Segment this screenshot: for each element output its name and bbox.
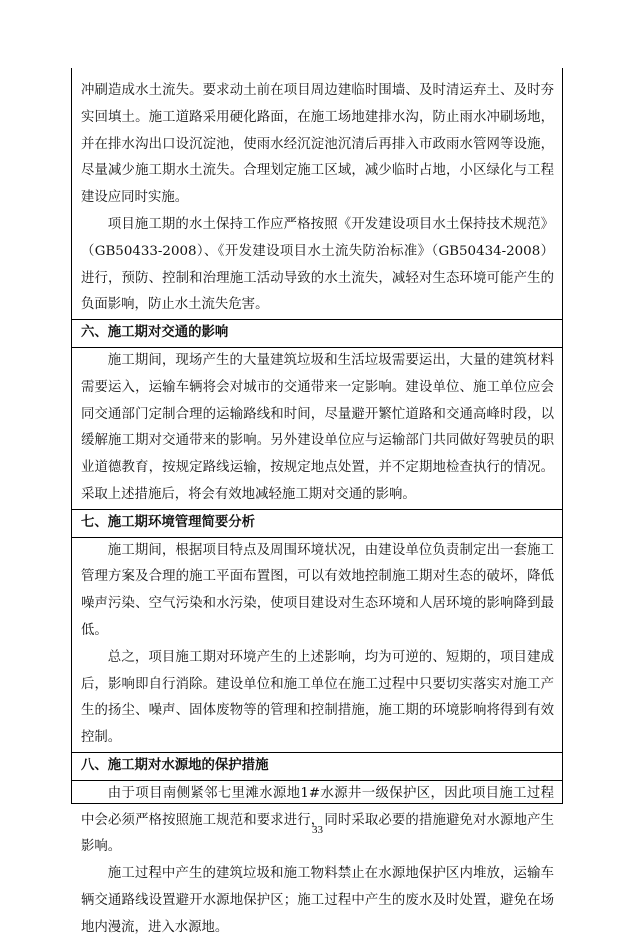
paragraph-management-plan: 施工期间，根据项目特点及周围环境状况，由建设单位负责制定出一套施工管理方案及合理的施工平面布置图，可以有效地控制施工期对生态的破坏，降低噪声污染、空气污染和水污染，使项目建设对生态环境和人居环境的影响降到最低。 [81,542,554,638]
heading-environmental-management: 七、施工期环境管理简要分析 [81,514,256,530]
paragraph-soil-erosion-continued: 冲刷造成水土流失。要求动土前在项目周边建临时围墙、及时清运弃土、及时夯实回填土。施工道路采用硬化路面，在施工场地建排水沟，防止雨水冲刷场地，并在排水沟出口设沉淀池，使雨水经沉淀池沉清后再排入市政雨水管网等设施，尽量减少施工期水土流失。合理划定施工区域，减少临时占地，小区绿化与工程建设应同时实施。 [81,83,554,206]
paragraph-soil-conservation-standards: 项目施工期的水土保持工作应严格按照《开发建设项目水土保持技术规范》（GB50433-2008）、《开发建设项目水土流失防治标准》（GB50434-2008）进行，预防、控制和治理施工活动导致的水土流失，减轻对生态环境可能产生的负面影响，防止水土流失危害。 [81,216,554,313]
page-number: 33 [312,824,323,836]
paragraph-water-source-intro: 由于项目南侧紧邻七里滩水源地1#水源井一级保护区，因此项目施工过程中会必须严格按照施工规范和要求进行，同时采取必要的措施避免对水源地产生影响。 [81,785,554,855]
paragraph-water-source-measures: 施工过程中产生的建筑垃圾和施工物料禁止在水源地保护区内堆放，运输车辆交通路线设置避开水源地保护区；施工过程中产生的废水及时处置，避免在场地内漫流，进入水源地。 [81,866,554,935]
heading-water-source-protection: 八、施工期对水源地的保护措施 [81,757,269,773]
paragraph-summary: 总之，项目施工期对环境产生的上述影响，均为可逆的、短期的，项目建成后，影响即自行消除。建设单位和施工单位在施工过程中只要切实落实对施工产生的扬尘、噪声、固体废物等的管理和控制措施，施工期的环境影响将得到有效控制。 [81,649,554,746]
content-frame [71,68,563,935]
paragraph-traffic-impact: 施工期间，现场产生的大量建筑垃圾和生活垃圾需要运出，大量的建筑材料需要运入，运输车辆将会对城市的交通带来一定影响。建设单位、施工单位应会同交通部门定制合理的运输路线和时间，尽量避开繁忙道路和交通高峰时段，以缓解施工期对交通带来的影响。另外建设单位应与运输部门共同做好驾驶员的职业道德教育，按规定路线运输，按规定地点处置，并不定期地检查执行的情况。采取上述措施后，将会有效地减轻施工期对交通的影响。 [81,352,554,502]
heading-traffic-impact: 六、施工期对交通的影响 [81,325,229,341]
